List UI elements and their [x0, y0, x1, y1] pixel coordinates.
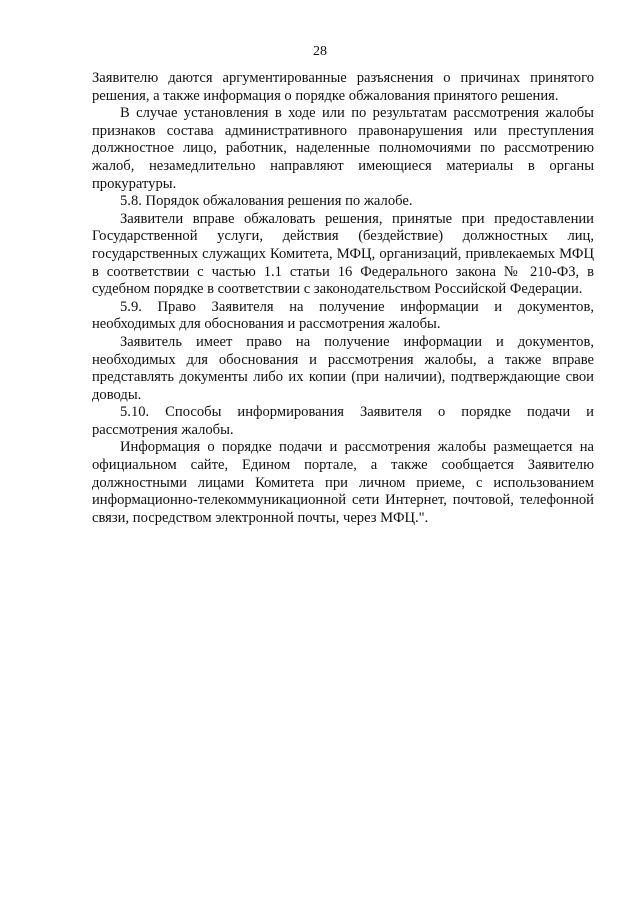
page-number: 28 — [313, 44, 327, 59]
paragraph-court-appeal: Заявители вправе обжаловать решения, принятые при предоставлении Государственной услуги, действия (бездействие) должностных лиц, государственных служащих Комитета, МФЦ, организаций, привлекаемых МФЦ в соответствии с частью 1.1 статьи 16 Федерального закона № 210-ФЗ, в судебном порядке в соответствии с законодательством Российской Федерации. — [92, 210, 594, 298]
document-body — [92, 70, 594, 527]
paragraph-explanation: Заявителю даются аргументированные разъяснения о причинах принятого решения, а также информация о порядке обжалования принятого решения. — [92, 70, 594, 104]
paragraph-information-placement: Информация о порядке подачи и рассмотрения жалобы размещается на официальном сайте, Едином портале, а также сообщается Заявителю должностными лицами Комитета при личном приеме, с использованием информационно-телекоммуникационной сети Интернет, почтовой, телефонной связи, посредством электронной почты, через МФЦ.". — [92, 439, 594, 526]
paragraph-right-to-information: Заявитель имеет право на получение информации и документов, необходимых для обоснования и рассмотрения жалобы, а также вправе представлять документы либо их копии (при наличии), подтверждающие свои доводы. — [92, 333, 594, 403]
paragraph-violation-referral: В случае установления в ходе или по результатам рассмотрения жалобы признаков состава административного правонарушения или преступления должностное лицо, работник, наделенные полномочиями по рассмотрению жалоб, незамедлительно направляют имеющиеся материалы в органы прокуратуры. — [92, 105, 594, 192]
paragraph-section-5-9-heading: 5.9. Право Заявителя на получение информации и документов, необходимых для обоснования и рассмотрения жалобы. — [92, 298, 594, 333]
paragraph-section-5-8-heading: 5.8. Порядок обжалования решения по жалобе. — [120, 193, 413, 210]
paragraph-section-5-10-heading: 5.10. Способы информирования Заявителя о порядке подачи и рассмотрения жалобы. — [92, 404, 594, 438]
